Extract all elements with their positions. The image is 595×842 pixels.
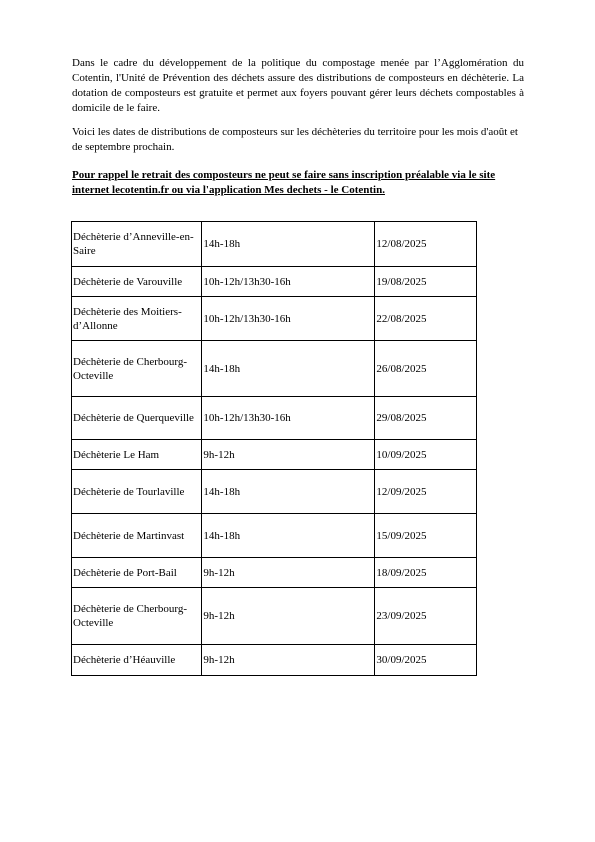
- hours-cell: 9h-12h: [202, 440, 375, 470]
- site-cell: Déchèterie des Moitiers-d’Allonne: [72, 297, 202, 341]
- table-row: [72, 470, 477, 514]
- date-cell: 22/08/2025: [375, 297, 477, 341]
- hours-cell: 14h-18h: [202, 222, 375, 267]
- date-cell: 12/09/2025: [375, 470, 477, 514]
- table-row: [72, 588, 477, 645]
- site-cell: Déchèterie d’Anneville-en-Saire: [72, 222, 202, 267]
- hours-cell: 9h-12h: [202, 588, 375, 645]
- table-row: [72, 297, 477, 341]
- site-cell: Déchèterie de Querqueville: [72, 397, 202, 440]
- hours-cell: 14h-18h: [202, 514, 375, 558]
- dates-intro-paragraph: Voici les dates de distributions de composteurs sur les déchèteries du territoire pour les mois d'août et de septembre prochain.: [72, 126, 518, 153]
- table-row: [72, 514, 477, 558]
- site-cell: Déchèterie de Cherbourg-Octeville: [72, 341, 202, 397]
- site-cell: Déchèterie de Martinvast: [72, 514, 202, 558]
- table-row: [72, 341, 477, 397]
- date-cell: 12/08/2025: [375, 222, 477, 267]
- site-cell: Déchèterie Le Ham: [72, 440, 202, 470]
- date-cell: 19/08/2025: [375, 267, 477, 297]
- hours-cell: 10h-12h/13h30-16h: [202, 297, 375, 341]
- date-cell: 15/09/2025: [375, 514, 477, 558]
- date-cell: 26/08/2025: [375, 341, 477, 397]
- table-row: [72, 440, 477, 470]
- site-cell: Déchèterie de Varouville: [72, 267, 202, 297]
- date-cell: 10/09/2025: [375, 440, 477, 470]
- hours-cell: 10h-12h/13h30-16h: [202, 267, 375, 297]
- hours-cell: 9h-12h: [202, 558, 375, 588]
- date-cell: 23/09/2025: [375, 588, 477, 645]
- schedule-table-body: [72, 222, 477, 676]
- date-cell: 29/08/2025: [375, 397, 477, 440]
- site-cell: Déchèterie de Cherbourg-Octeville: [72, 588, 202, 645]
- site-cell: Déchèterie d’Héauville: [72, 645, 202, 676]
- hours-cell: 10h-12h/13h30-16h: [202, 397, 375, 440]
- table-row: [72, 558, 477, 588]
- reminder-paragraph: Pour rappel le retrait des composteurs ne peut se faire sans inscription préalable via le site internet lecotentin.fr ou via l'application Mes dechets - le Cotentin.: [72, 169, 496, 196]
- site-cell: Déchèterie de Port-Bail: [72, 558, 202, 588]
- distribution-schedule-table: [71, 221, 477, 676]
- date-cell: 18/09/2025: [375, 558, 477, 588]
- hours-cell: 9h-12h: [202, 645, 375, 676]
- date-cell: 30/09/2025: [375, 645, 477, 676]
- hours-cell: 14h-18h: [202, 470, 375, 514]
- table-row: [72, 267, 477, 297]
- intro-paragraph: Dans le cadre du développement de la politique du compostage menée par l’Agglomération du Cotentin, l'Unité de Prévention des déchets assure des distributions de composteurs en déchèterie. La dotation de composteurs est gratuite et permet aux foyers pouvant gérer leurs déchets compostables à domicile de le faire.: [72, 57, 524, 114]
- site-cell: Déchèterie de Tourlaville: [72, 470, 202, 514]
- table-row: [72, 222, 477, 267]
- table-row: [72, 397, 477, 440]
- table-row: [72, 645, 477, 676]
- hours-cell: 14h-18h: [202, 341, 375, 397]
